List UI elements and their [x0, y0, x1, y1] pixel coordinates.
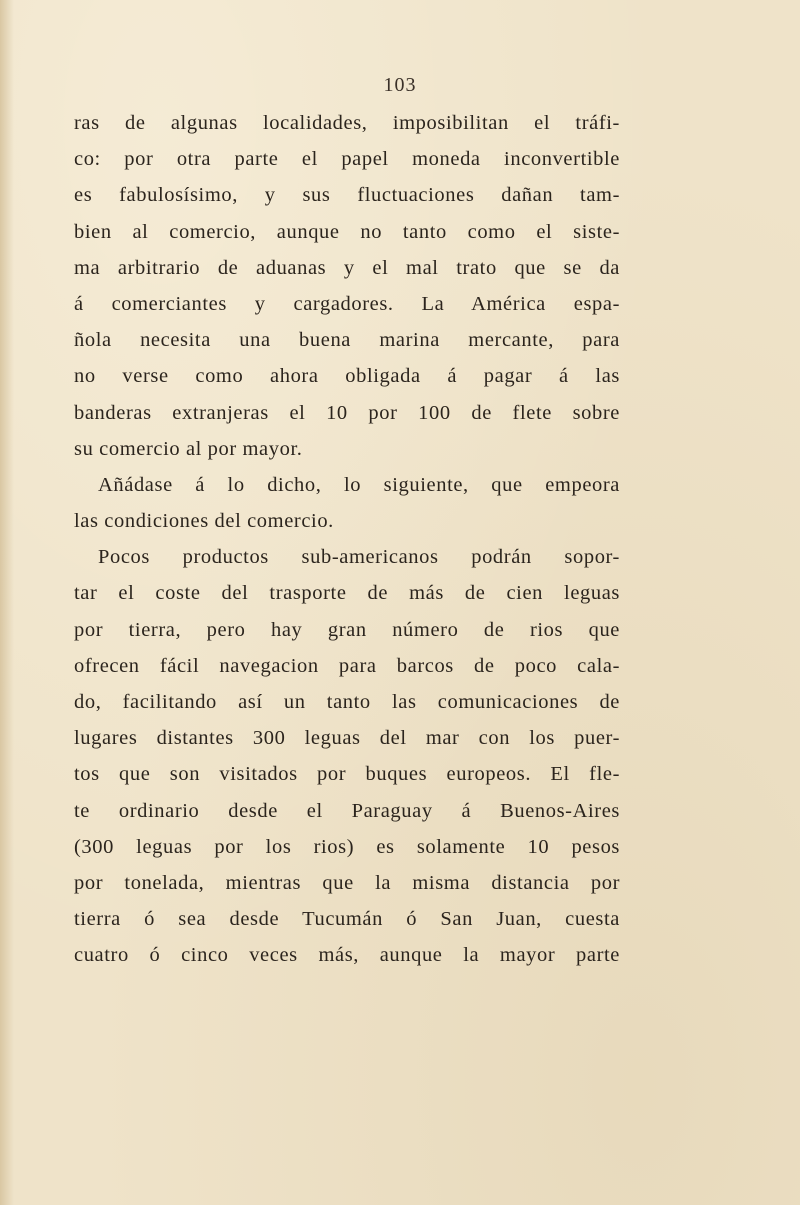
text-line: ofrecen fácil navegacion para barcos de poco cala-: [74, 654, 620, 677]
page-edge-shadow: [0, 0, 14, 1205]
body-text: [74, 105, 620, 974]
text-line: Añádase á lo dicho, lo siguiente, que empeora: [98, 473, 620, 496]
text-line: las condiciones del comercio.: [74, 510, 334, 533]
text-line: ras de algunas localidades, imposibilitan el tráfi-: [74, 112, 620, 134]
text-line: lugares distantes 300 leguas del mar con los puer-: [74, 727, 620, 750]
text-line: por tonelada, mientras que la misma distancia por: [74, 871, 620, 894]
text-line: tos que son visitados por buques europeos. El fle-: [74, 763, 620, 786]
text-line: á comerciantes y cargadores. La América espa-: [74, 292, 620, 315]
text-line: do, facilitando así un tanto las comunicaciones de: [74, 691, 620, 713]
text-line: su comercio al por mayor.: [74, 437, 303, 460]
text-line: te ordinario desde el Paraguay á Buenos-Aires: [74, 799, 620, 822]
text-line: tar el coste del trasporte de más de cien leguas: [74, 582, 620, 605]
text-line: ma arbitrario de aduanas y el mal trato que se da: [74, 256, 620, 279]
text-line: (300 leguas por los rios) es solamente 10 pesos: [74, 835, 620, 858]
text-line: banderas extranjeras el 10 por 100 de flete sobre: [74, 401, 620, 424]
text-line: co: por otra parte el papel moneda inconvertible: [74, 148, 620, 171]
text-line: cuatro ó cinco veces más, aunque la mayor parte: [74, 944, 620, 967]
text-line: tierra ó sea desde Tucumán ó San Juan, cuesta: [74, 908, 620, 931]
text-line: Pocos productos sub-americanos podrán sopor-: [98, 546, 620, 569]
text-line: es fabulosísimo, y sus fluctuaciones dañan tam-: [74, 184, 620, 207]
text-line: no verse como ahora obligada á pagar á las: [74, 365, 620, 388]
page-number: 103: [383, 74, 417, 96]
text-line: por tierra, pero hay gran número de rios que: [74, 618, 620, 641]
text-line: ñola necesita una buena marina mercante, para: [74, 329, 620, 352]
text-line: bien al comercio, aunque no tanto como el siste-: [74, 220, 620, 243]
